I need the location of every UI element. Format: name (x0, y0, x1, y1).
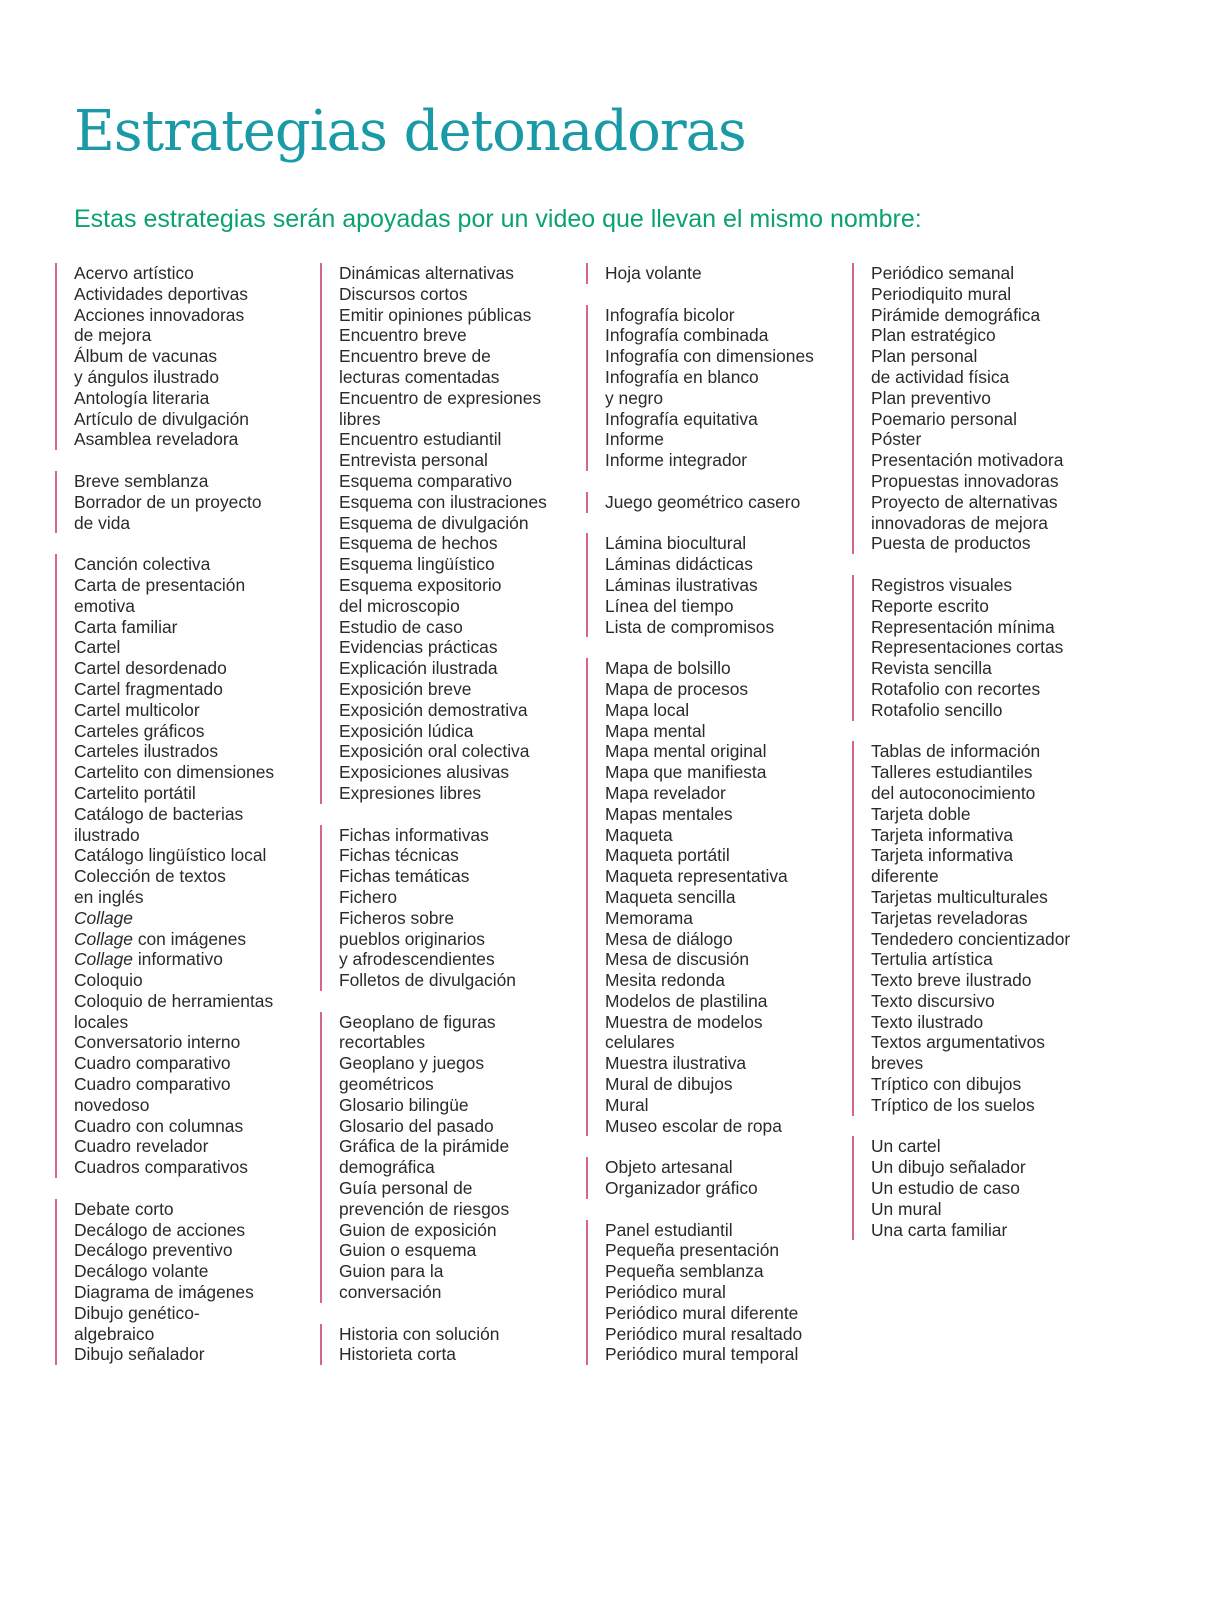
strategy-item: Coloquio de herramientas (74, 990, 274, 1011)
strategy-item: Historia con solución (339, 1323, 500, 1344)
strategy-group (586, 492, 836, 513)
strategy-item: Dibujo genético- (74, 1302, 200, 1323)
strategy-item: Tríptico de los suelos (871, 1094, 1035, 1115)
strategy-item: Texto ilustrado (871, 1011, 984, 1032)
strategy-item: Propuestas innovadoras (871, 470, 1059, 491)
strategy-item: Breve semblanza (74, 470, 209, 491)
strategy-item: ilustrado (74, 824, 140, 845)
strategy-item: Esquema de divulgación (339, 512, 529, 533)
strategy-item: Puesta de productos (871, 533, 1031, 554)
strategy-item: Encuentro breve (339, 325, 467, 346)
strategy-item: Un dibujo señalador (871, 1157, 1026, 1178)
strategy-item: recortables (339, 1032, 426, 1053)
strategy-item: Lámina biocultural (605, 533, 747, 554)
strategy-item: y ángulos ilustrado (74, 366, 220, 387)
strategy-item: Memorama (605, 907, 693, 928)
strategy-item: Mapas mentales (605, 803, 733, 824)
strategy-item: Proyecto de alternativas (871, 491, 1058, 512)
strategy-item: Fichas informativas (339, 824, 489, 845)
strategy-column-3 (586, 263, 836, 1386)
strategy-item: Encuentro de expresiones (339, 387, 542, 408)
strategy-item: Texto discursivo (871, 990, 995, 1011)
strategy-item: lecturas comentadas (339, 366, 500, 387)
strategy-item: Tertulia artística (871, 949, 993, 970)
strategy-item: celulares (605, 1032, 675, 1053)
strategy-item: Mapa revelador (605, 782, 726, 803)
strategy-item: Tarjetas multiculturales (871, 886, 1048, 907)
strategy-item: Cartel (74, 637, 121, 658)
strategy-item: Láminas ilustrativas (605, 574, 758, 595)
strategy-item: y negro (605, 387, 664, 408)
strategy-item: en inglés (74, 886, 144, 907)
strategy-item: Folletos de divulgación (339, 970, 516, 991)
strategy-item: Representaciones cortas (871, 637, 1064, 658)
strategy-item: Discursos cortos (339, 283, 468, 304)
strategy-item: Borrador de un proyecto (74, 491, 262, 512)
strategy-group (852, 1136, 1102, 1240)
strategy-item: y afrodescendientes (339, 949, 495, 970)
strategy-item: Catálogo lingüístico local (74, 845, 267, 866)
group-divider-bar (852, 575, 854, 721)
strategy-item: Collage informativo (74, 949, 223, 970)
strategy-item: Evidencias prácticas (339, 637, 498, 658)
strategy-item: Acciones innovadoras (74, 304, 245, 325)
strategy-item: Revista sencilla (871, 658, 992, 679)
strategy-item: Presentación motivadora (871, 450, 1064, 471)
strategy-item: Cartelito con dimensiones (74, 762, 275, 783)
strategy-item: Objeto artesanal (605, 1157, 733, 1178)
strategy-item: Asamblea reveladora (74, 429, 239, 450)
group-divider-bar (586, 658, 588, 1136)
strategy-item: pueblos originarios (339, 928, 485, 949)
strategy-item: Poemario personal (871, 408, 1017, 429)
strategy-group (586, 658, 836, 1136)
strategy-group (55, 263, 305, 450)
strategy-item: Glosario del pasado (339, 1115, 494, 1136)
strategy-item: Representación mínima (871, 616, 1055, 637)
strategy-item: geométricos (339, 1074, 434, 1095)
strategy-item: Decálogo volante (74, 1261, 209, 1282)
group-divider-bar (55, 263, 57, 450)
strategy-item: Mapa local (605, 699, 690, 720)
strategy-group (586, 305, 836, 471)
strategy-item: Pequeña presentación (605, 1240, 780, 1261)
strategy-item: Plan personal (871, 346, 978, 367)
strategy-item: Fichero (339, 886, 397, 907)
strategy-item: Ficheros sobre (339, 907, 455, 928)
strategy-group (320, 825, 570, 991)
strategy-item: Plan preventivo (871, 387, 991, 408)
strategy-item: Muestra de modelos (605, 1011, 763, 1032)
strategy-item: Esquema expositorio (339, 574, 502, 595)
strategy-item: Láminas didácticas (605, 554, 753, 575)
strategy-item: Tablas de información (871, 741, 1041, 762)
strategy-item: Álbum de vacunas (74, 346, 218, 367)
strategy-item: Conversatorio interno (74, 1032, 241, 1053)
strategy-item: conversación (339, 1282, 442, 1303)
strategy-item: Cartel fragmentado (74, 678, 223, 699)
strategy-item: diferente (871, 866, 939, 887)
strategy-item: Expresiones libres (339, 782, 482, 803)
strategy-item: Historieta corta (339, 1344, 456, 1365)
strategy-item: Mapa de bolsillo (605, 658, 731, 679)
strategy-item: Geoplano y juegos (339, 1053, 485, 1074)
strategy-column-2 (320, 263, 570, 1386)
strategy-item: Exposiciones alusivas (339, 762, 510, 783)
strategy-item: Infografía en blanco (605, 366, 759, 387)
strategy-item: Fichas temáticas (339, 866, 470, 887)
strategy-item: Maqueta sencilla (605, 886, 736, 907)
strategy-group (320, 1012, 570, 1303)
strategy-item: Decálogo preventivo (74, 1240, 233, 1261)
strategy-item: locales (74, 1011, 129, 1032)
strategy-group (586, 263, 836, 284)
strategy-item: Maqueta portátil (605, 845, 730, 866)
strategy-item: Exposición lúdica (339, 720, 474, 741)
strategy-item: Collage (74, 907, 133, 928)
group-divider-bar (320, 825, 322, 991)
strategy-item: Catálogo de bacterias (74, 803, 244, 824)
strategy-item: Infografía combinada (605, 325, 769, 346)
group-divider-bar (852, 741, 854, 1115)
strategy-item: Tarjeta informativa (871, 845, 1014, 866)
strategy-item: Periódico mural diferente (605, 1302, 799, 1323)
strategy-item: Un estudio de caso (871, 1178, 1020, 1199)
strategy-item: Juego geométrico casero (605, 491, 801, 512)
strategy-item: Coloquio (74, 970, 143, 991)
group-divider-bar (586, 533, 588, 637)
strategy-item: Esquema de hechos (339, 533, 498, 554)
group-divider-bar (55, 471, 57, 533)
group-divider-bar (586, 492, 588, 513)
strategy-item: Encuentro estudiantil (339, 429, 502, 450)
group-divider-bar (320, 1012, 322, 1303)
strategy-item: Cartelito portátil (74, 782, 196, 803)
strategy-item: Cuadro comparativo (74, 1074, 231, 1095)
strategy-item: Una carta familiar (871, 1219, 1008, 1240)
strategy-item: de actividad física (871, 366, 1010, 387)
strategy-item: Infografía con dimensiones (605, 346, 814, 367)
strategy-item: Carteles gráficos (74, 720, 205, 741)
strategy-item: Textos argumentativos (871, 1032, 1045, 1053)
group-divider-bar (320, 263, 322, 804)
strategy-item: Periódico mural resaltado (605, 1323, 803, 1344)
strategy-item: Esquema lingüístico (339, 554, 495, 575)
strategy-item: Organizador gráfico (605, 1178, 758, 1199)
strategy-item: Texto breve ilustrado (871, 970, 1032, 991)
strategy-item: Carta familiar (74, 616, 178, 637)
strategy-group (55, 1199, 305, 1365)
strategy-group (852, 741, 1102, 1115)
strategy-item: Informe (605, 429, 664, 450)
strategy-group (586, 1157, 836, 1199)
strategy-group (320, 1324, 570, 1366)
strategy-item: Guion para la (339, 1261, 444, 1282)
strategy-item: Pirámide demográfica (871, 304, 1041, 325)
strategy-item: Museo escolar de ropa (605, 1115, 782, 1136)
strategy-item: Rotafolio con recortes (871, 678, 1041, 699)
strategy-item: Mesa de diálogo (605, 928, 733, 949)
strategy-item: novedoso (74, 1094, 150, 1115)
strategy-item: Maqueta representativa (605, 866, 788, 887)
strategy-group (586, 533, 836, 637)
strategy-item: Dinámicas alternativas (339, 263, 514, 283)
strategy-item: Decálogo de acciones (74, 1219, 246, 1240)
strategy-item: Hoja volante (605, 263, 702, 283)
strategy-item: de mejora (74, 325, 152, 346)
strategy-item: Debate corto (74, 1198, 174, 1219)
strategy-item: Canción colectiva (74, 554, 211, 575)
strategy-item: Carta de presentación (74, 574, 246, 595)
strategy-item: Periodiquito mural (871, 283, 1012, 304)
strategy-item: Esquema comparativo (339, 470, 513, 491)
group-divider-bar (320, 1324, 322, 1366)
strategy-item: Tarjeta doble (871, 803, 971, 824)
strategy-item: Esquema con ilustraciones (339, 491, 547, 512)
strategy-item: Registros visuales (871, 574, 1013, 595)
strategy-item: Periódico semanal (871, 263, 1015, 283)
strategy-item: Mapa mental (605, 720, 706, 741)
strategy-item: libres (339, 408, 381, 429)
strategy-item: Mesa de discusión (605, 949, 750, 970)
strategy-item: Tarjeta informativa (871, 824, 1014, 845)
strategy-item: Mapa mental original (605, 741, 767, 762)
strategy-item: Antología literaria (74, 387, 210, 408)
strategy-item: Encuentro breve de (339, 346, 491, 367)
strategy-column-1 (55, 263, 305, 1386)
strategy-item: Línea del tiempo (605, 595, 734, 616)
strategy-item: del autoconocimiento (871, 782, 1036, 803)
group-divider-bar (852, 1136, 854, 1240)
strategy-item: Mural (605, 1094, 649, 1115)
strategy-item: Maqueta (605, 824, 673, 845)
strategy-item: Emitir opiniones públicas (339, 304, 532, 325)
strategy-item: Carteles ilustrados (74, 741, 219, 762)
page-subtitle: Estas estrategias serán apoyadas por un video que llevan el mismo nombre: (74, 205, 922, 233)
strategy-item: Guion de exposición (339, 1219, 497, 1240)
strategy-item: Cuadro comparativo (74, 1053, 231, 1074)
strategy-item: Lista de compromisos (605, 616, 775, 637)
strategy-item: Guion o esquema (339, 1240, 477, 1261)
strategy-item: breves (871, 1053, 924, 1074)
strategy-item: Tríptico con dibujos (871, 1074, 1022, 1095)
strategy-group (852, 575, 1102, 721)
group-divider-bar (586, 263, 588, 284)
group-divider-bar (586, 1157, 588, 1199)
strategy-item: Infografía equitativa (605, 408, 758, 429)
strategy-item: Un mural (871, 1198, 942, 1219)
strategy-item: Cartel desordenado (74, 658, 227, 679)
strategy-item: Modelos de plastilina (605, 990, 768, 1011)
strategy-group (55, 471, 305, 533)
strategy-item: Exposición demostrativa (339, 699, 528, 720)
strategy-item: Cuadros comparativos (74, 1157, 248, 1178)
strategy-item: Tendedero concientizador (871, 928, 1071, 949)
strategy-group (586, 1220, 836, 1366)
strategy-item: Informe integrador (605, 450, 748, 471)
strategy-item: Actividades deportivas (74, 283, 248, 304)
strategy-item: Explicación ilustrada (339, 658, 498, 679)
strategy-item: Plan estratégico (871, 325, 996, 346)
strategy-item: de vida (74, 512, 131, 533)
strategy-group (852, 263, 1102, 554)
strategy-item: Fichas técnicas (339, 845, 459, 866)
group-divider-bar (55, 554, 57, 1178)
group-divider-bar (852, 263, 854, 554)
strategy-item: Talleres estudiantiles (871, 762, 1033, 783)
group-divider-bar (586, 1220, 588, 1366)
strategy-item: Infografía bicolor (605, 304, 735, 325)
strategy-item: del microscopio (339, 595, 460, 616)
strategy-column-4 (852, 263, 1102, 1261)
strategy-item: Collage con imágenes (74, 928, 247, 949)
strategy-item: emotiva (74, 595, 135, 616)
strategy-item: Colección de textos (74, 866, 226, 887)
group-divider-bar (55, 1199, 57, 1365)
strategy-item: Mapa que manifiesta (605, 762, 767, 783)
strategy-item: Tarjetas reveladoras (871, 907, 1028, 928)
strategy-item: algebraico (74, 1323, 155, 1344)
strategy-item: Diagrama de imágenes (74, 1282, 254, 1303)
strategy-item: Panel estudiantil (605, 1219, 733, 1240)
strategy-item: Pequeña semblanza (605, 1261, 764, 1282)
group-divider-bar (586, 305, 588, 471)
strategy-item: Exposición breve (339, 678, 472, 699)
strategy-item: Rotafolio sencillo (871, 699, 1003, 720)
strategy-item: Muestra ilustrativa (605, 1053, 747, 1074)
strategy-item: Geoplano de figuras (339, 1011, 496, 1032)
strategy-item: Gráfica de la pirámide (339, 1136, 510, 1157)
strategy-item: Guía personal de (339, 1178, 473, 1199)
strategy-item: Entrevista personal (339, 450, 488, 471)
strategy-item: Glosario bilingüe (339, 1094, 469, 1115)
strategy-item: Póster (871, 429, 922, 450)
strategy-item: Cartel multicolor (74, 699, 200, 720)
strategy-group (55, 554, 305, 1178)
strategy-item: Un cartel (871, 1136, 941, 1157)
strategy-item: Estudio de caso (339, 616, 463, 637)
strategy-item: Mural de dibujos (605, 1074, 733, 1095)
strategy-item: Acervo artístico (74, 263, 194, 283)
strategy-item: Dibujo señalador (74, 1344, 205, 1365)
page-title: Estrategias detonadoras (74, 99, 746, 164)
strategy-item: Exposición oral colectiva (339, 741, 530, 762)
strategy-item: Periódico mural (605, 1282, 726, 1303)
strategy-item: Artículo de divulgación (74, 408, 249, 429)
strategy-item: Mesita redonda (605, 970, 725, 991)
strategy-item: Mapa de procesos (605, 678, 749, 699)
strategy-item: demográfica (339, 1157, 435, 1178)
strategy-item: innovadoras de mejora (871, 512, 1048, 533)
strategy-item: prevención de riesgos (339, 1198, 510, 1219)
strategy-item: Reporte escrito (871, 595, 989, 616)
strategy-item: Cuadro con columnas (74, 1115, 244, 1136)
strategy-item: Periódico mural temporal (605, 1344, 799, 1365)
strategy-group (320, 263, 570, 804)
strategy-item: Cuadro revelador (74, 1136, 209, 1157)
